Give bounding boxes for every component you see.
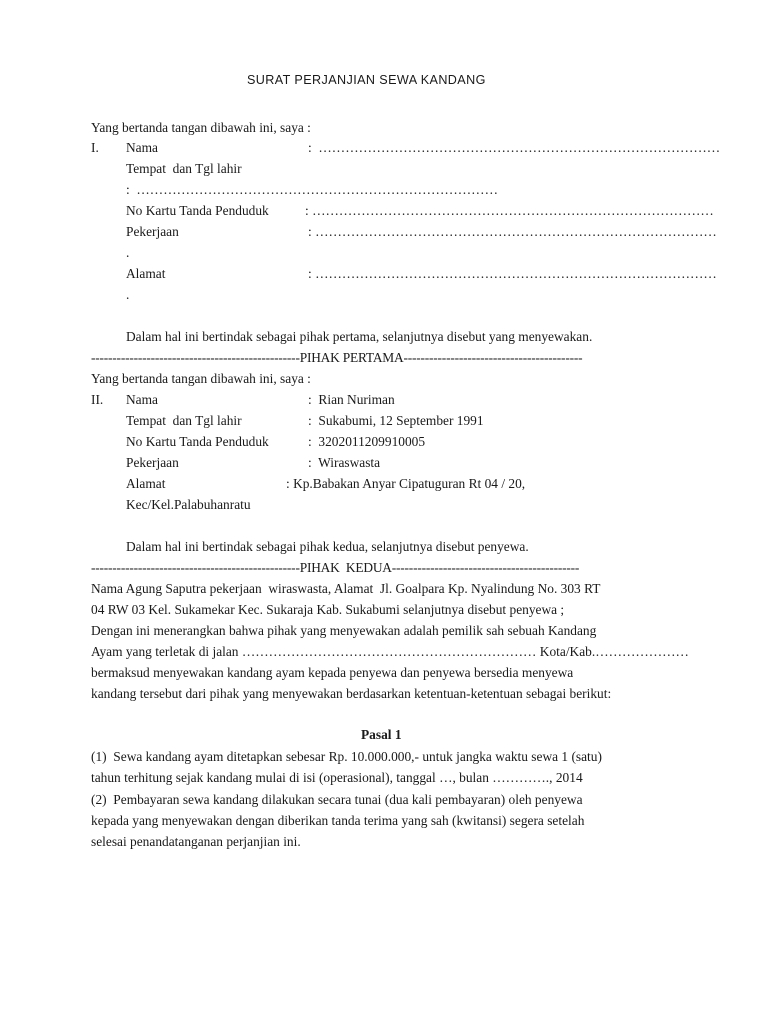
- body-line: kandang tersebut dari pihak yang menyewakan berdasarkan ketentuan-ketentuan sebagai berikut:: [91, 686, 612, 701]
- party2-ttl-value: : Sukabumi, 12 September 1991: [308, 413, 484, 428]
- party2-statement: Dalam hal ini bertindak sebagai pihak kedua, selanjutnya disebut penyewa.: [126, 539, 529, 554]
- pasal-line: kepada yang menyewakan dengan diberikan tanda terima yang sah (kwitansi) segera setelah: [91, 813, 585, 828]
- intro-line-2: Yang bertanda tangan dibawah ini, saya :: [91, 371, 311, 386]
- party2-alamat-label: Alamat: [126, 476, 166, 491]
- party2-alamat-line2: Kec/Kel.Palabuhanratu: [126, 497, 251, 512]
- party2-ttl-label: Tempat dan Tgl lahir: [126, 413, 242, 428]
- party2-ktp-value: : 3202011209910005: [308, 434, 426, 449]
- party1-kerja-value: : ………………………………………………………………………………: [308, 224, 717, 239]
- divider-pihak-kedua: -------------------------------------------------PIHAK KEDUA--------------------------------------------: [91, 560, 580, 575]
- pasal-line: selesai penandatanganan perjanjian ini.: [91, 834, 301, 849]
- pasal-line: (1) Sewa kandang ayam ditetapkan sebesar Rp. 10.000.000,- untuk jangka waktu sewa 1 (satu): [91, 749, 602, 764]
- party2-nama-value: : Rian Nuriman: [308, 392, 395, 407]
- body-line: Nama Agung Saputra pekerjaan wiraswasta, Alamat Jl. Goalpara Kp. Nyalindung No. 303 RT: [91, 581, 601, 596]
- body-line: 04 RW 03 Kel. Sukamekar Kec. Sukaraja Kab. Sukabumi selanjutnya disebut penyewa ;: [91, 602, 565, 617]
- party2-ktp-label: No Kartu Tanda Penduduk: [126, 434, 269, 449]
- party1-kerja-label: Pekerjaan: [126, 224, 179, 239]
- party1-ttl-label: Tempat dan Tgl lahir: [126, 161, 242, 176]
- pasal-line: tahun terhitung sejak kandang mulai di isi (operasional), tanggal …, bulan …………., 2014: [91, 770, 583, 785]
- party2-kerja-label: Pekerjaan: [126, 455, 179, 470]
- party1-number: I.: [91, 140, 99, 155]
- party1-statement: Dalam hal ini bertindak sebagai pihak pertama, selanjutnya disebut yang menyewakan.: [126, 329, 593, 344]
- party1-ktp-value: : ………………………………………………………………………………: [305, 203, 714, 218]
- body-line: Dengan ini menerangkan bahwa pihak yang menyewakan adalah pemilik sah sebuah Kandang: [91, 623, 597, 638]
- party1-kerja-dot: .: [126, 245, 130, 260]
- party1-nama-label: Nama: [126, 140, 158, 155]
- party2-kerja-value: : Wiraswasta: [308, 455, 381, 470]
- document-title: SURAT PERJANJIAN SEWA KANDANG: [247, 73, 486, 87]
- party1-alamat-value: : ………………………………………………………………………………: [308, 266, 717, 281]
- party1-nama-value: : ………………………………………………………………………………: [308, 140, 721, 155]
- pasal-line: (2) Pembayaran sewa kandang dilakukan secara tunai (dua kali pembayaran) oleh penyewa: [91, 792, 583, 807]
- party1-ttl-value: : ………………………………………………………………………: [126, 182, 498, 197]
- body-line: bermaksud menyewakan kandang ayam kepada penyewa dan penyewa bersedia menyewa: [91, 665, 574, 680]
- party1-alamat-dot: .: [126, 287, 130, 302]
- party1-ktp-label: No Kartu Tanda Penduduk: [126, 203, 269, 218]
- intro-line-1: Yang bertanda tangan dibawah ini, saya :: [91, 120, 311, 135]
- divider-pihak-pertama: -------------------------------------------------PIHAK PERTAMA------------------------------------------: [91, 350, 583, 365]
- party1-alamat-label: Alamat: [126, 266, 166, 281]
- party2-number: II.: [91, 392, 104, 407]
- party2-nama-label: Nama: [126, 392, 158, 407]
- pasal-title: Pasal 1: [361, 727, 402, 742]
- body-line: Ayam yang terletak di jalan ………………………………………………………… Kota/Kab.…………………: [91, 644, 689, 659]
- party2-alamat-value: : Kp.Babakan Anyar Cipatuguran Rt 04 / 20,: [286, 476, 526, 491]
